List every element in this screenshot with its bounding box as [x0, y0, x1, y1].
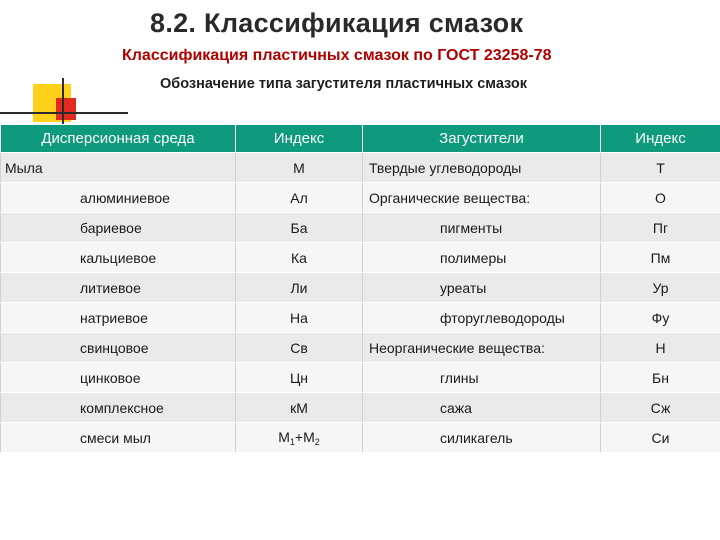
slide-subtitle: Классификация пластичных смазок по ГОСТ 23258-78	[122, 47, 552, 64]
cell-thickener-index: Ур	[601, 273, 720, 303]
table-row	[1, 243, 720, 273]
cell-dispersion-medium: литиевое	[1, 273, 236, 303]
cell-thickener: сажа	[363, 393, 601, 423]
cell-dispersion-medium: кальциевое	[1, 243, 236, 273]
cell-dispersion-medium: бариевое	[1, 213, 236, 243]
table-row	[1, 333, 720, 363]
cell-thickener: фторуглеводороды	[363, 303, 601, 333]
cell-thickener: пигменты	[363, 213, 601, 243]
cell-dispersion-medium: смеси мыл	[1, 423, 236, 453]
slide-title: 8.2. Классификация смазок	[150, 8, 524, 38]
logo-red-square	[56, 98, 76, 120]
index-part-plus: +	[294, 428, 304, 445]
table-row	[1, 213, 720, 243]
cell-dispersion-medium: натриевое	[1, 303, 236, 333]
table-row	[1, 183, 720, 213]
index-part-a: М	[278, 428, 290, 445]
cell-thickener-index: Пм	[601, 243, 720, 273]
cell-medium-index	[236, 423, 363, 453]
cell-thickener-index: Т	[601, 153, 720, 183]
cell-medium-index: На	[236, 303, 363, 333]
cell-thickener: уреаты	[363, 273, 601, 303]
cell-thickener-index: Н	[601, 333, 720, 363]
cell-medium-index: Цн	[236, 363, 363, 393]
cell-dispersion-medium: Мыла	[1, 153, 236, 183]
cell-thickener: глины	[363, 363, 601, 393]
cell-medium-index: Ли	[236, 273, 363, 303]
cell-medium-index: Ал	[236, 183, 363, 213]
cell-thickener: Твердые углеводороды	[363, 153, 601, 183]
cell-dispersion-medium: алюминиевое	[1, 183, 236, 213]
cell-thickener-index: Сж	[601, 393, 720, 423]
table-row	[1, 153, 720, 183]
thickener-classification-table	[0, 124, 720, 453]
cell-thickener-index: Си	[601, 423, 720, 453]
table-row	[1, 273, 720, 303]
cell-dispersion-medium: свинцовое	[1, 333, 236, 363]
header-thickeners: Загустители	[363, 125, 601, 153]
cell-medium-index: Св	[236, 333, 363, 363]
cell-dispersion-medium: цинковое	[1, 363, 236, 393]
table-caption: Обозначение типа загустителя пластичных смазок	[160, 76, 528, 92]
cell-medium-index: Ба	[236, 213, 363, 243]
header-index-medium: Индекс	[236, 125, 363, 153]
cell-thickener: полимеры	[363, 243, 601, 273]
table-body	[1, 153, 720, 453]
cell-medium-index: Ка	[236, 243, 363, 273]
cell-medium-index: кМ	[236, 393, 363, 423]
table-header-row	[1, 125, 720, 153]
logo-horizontal-line	[0, 112, 128, 114]
index-part-b-sub: 2	[314, 436, 320, 447]
cell-thickener-index: Бн	[601, 363, 720, 393]
cell-thickener: Органические вещества:	[363, 183, 601, 213]
index-part-b: М	[303, 428, 315, 445]
cell-thickener-index: Фу	[601, 303, 720, 333]
cell-thickener: силикагель	[363, 423, 601, 453]
slide-logo-decoration	[0, 0, 130, 130]
header-index-thickener: Индекс	[601, 125, 720, 153]
header-dispersion-medium: Дисперсионная среда	[1, 125, 236, 153]
cell-medium-index: М	[236, 153, 363, 183]
table-row	[1, 393, 720, 423]
cell-thickener: Неорганические вещества:	[363, 333, 601, 363]
cell-dispersion-medium: комплексное	[1, 393, 236, 423]
table-row	[1, 363, 720, 393]
table-row	[1, 423, 720, 453]
logo-vertical-line	[62, 78, 64, 124]
index-part-a-sub: 1	[289, 436, 295, 447]
cell-thickener-index: Пг	[601, 213, 720, 243]
cell-thickener-index: О	[601, 183, 720, 213]
table-row	[1, 303, 720, 333]
